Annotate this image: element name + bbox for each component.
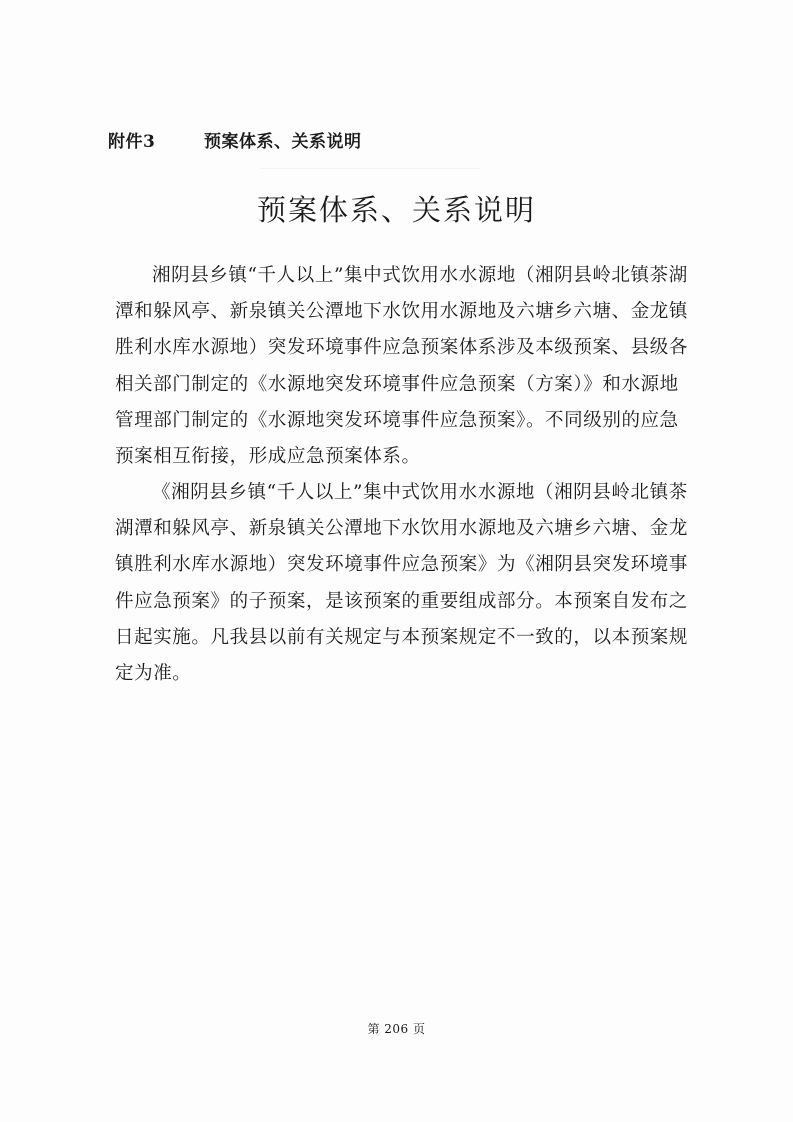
scan-artifact-line — [260, 168, 480, 169]
paragraph-1: 湘阴县乡镇“千人以上”集中式饮用水水源地（湘阴县岭北镇茶湖潭和躲风亭、新泉镇关公潭地下水饮用水源地及六塘乡六塘、金龙镇胜利水库水源地）突发环境事件应急预案体系涉及本级预案、县级各相关部门制定的《水源地突发环境事件应急预案（方案）》和水源地管理部门制定的《水源地突发环境事件应急预案》。不同级别的应急预案相互衔接，形成应急预案体系。 — [115, 265, 689, 468]
page-title: 预案体系、关系说明 — [256, 193, 536, 227]
page-number: 第 206 页 — [367, 1022, 426, 1036]
attachment-title: 预案体系、关系说明 — [204, 132, 362, 152]
paragraph-2: 《湘阴县乡镇“千人以上”集中式饮用水水源地（湘阴县岭北镇茶湖潭和躲风亭、新泉镇关公潭地下水饮用水源地及六塘乡六塘、金龙镇胜利水库水源地）突发环境事件应急预案》为《湘阴县突发环境事件应急预案》的子预案，是该预案的重要组成部分。本预案自发布之日起实施。凡我县以前有关规定与本预案规定不一致的，以本预案规定为准。 — [115, 482, 689, 685]
attachment-label: 附件3 — [108, 132, 156, 152]
attachment-header — [108, 127, 362, 152]
